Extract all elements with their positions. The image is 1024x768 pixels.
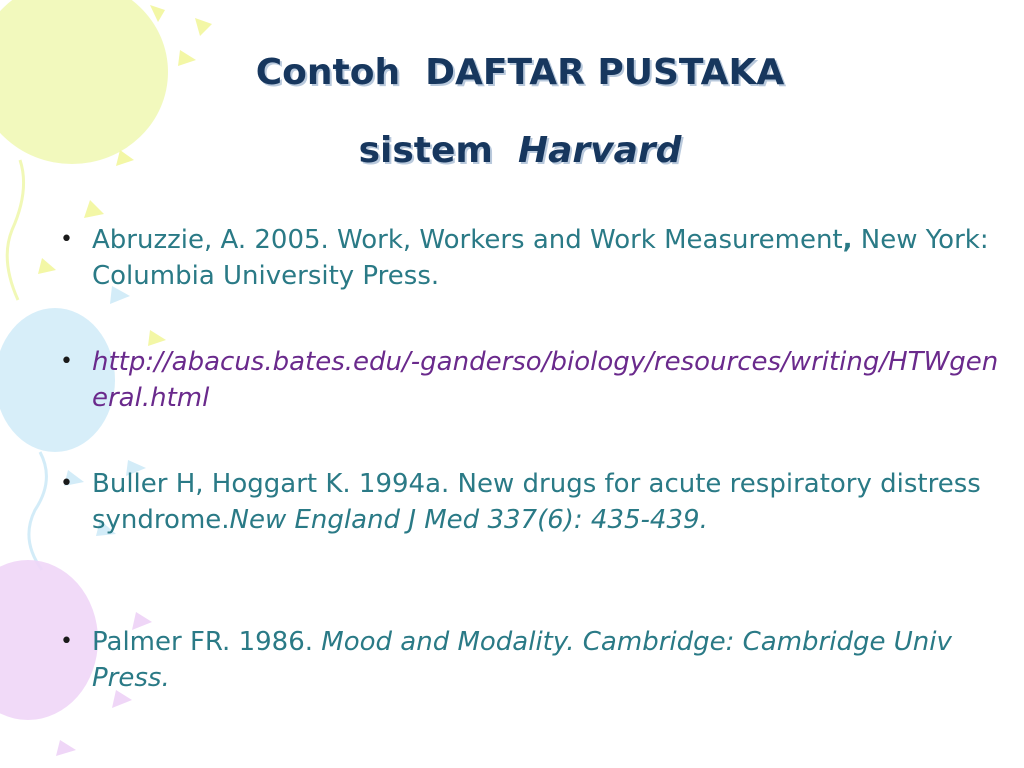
reference-item (60, 222, 1000, 294)
reference-text (92, 222, 1000, 294)
subtitle-emphasis: Harvard (517, 130, 682, 171)
reference-italic: New England J Med 337(6): 435-439. (229, 505, 708, 535)
reference-item (60, 624, 1000, 696)
reference-text (92, 466, 1000, 538)
bullet-icon: • (60, 349, 73, 374)
bullet-icon: • (60, 629, 73, 654)
reference-italic: Mood and Modality. Cambridge: Cambridge Univ Press. (92, 627, 952, 693)
reference-part: Abruzzie, A. 2005. Work, Workers and Work Measurement (92, 225, 843, 255)
reference-item (60, 466, 1000, 538)
reference-plain: Palmer FR. 1986. (92, 627, 322, 657)
bullet-icon: • (60, 471, 73, 496)
reference-text (92, 624, 1000, 696)
reference-plain: Buller H, Hoggart K. 1994a. New drugs for acute respiratory distress syndrome. (92, 469, 981, 535)
bullet-icon: • (60, 227, 73, 252)
reference-item (60, 344, 1000, 416)
subtitle-prefix: sistem (358, 130, 518, 171)
slide-subtitle (0, 130, 1024, 171)
slide-title: Contoh DAFTAR PUSTAKA (255, 52, 785, 93)
reference-comma: , (842, 225, 853, 255)
reference-part: New York: Columbia University Press. (92, 225, 989, 291)
reference-url-link[interactable]: http://abacus.bates.edu/-ganderso/biology/resources/writing/HTWgeneral.html (92, 347, 999, 413)
